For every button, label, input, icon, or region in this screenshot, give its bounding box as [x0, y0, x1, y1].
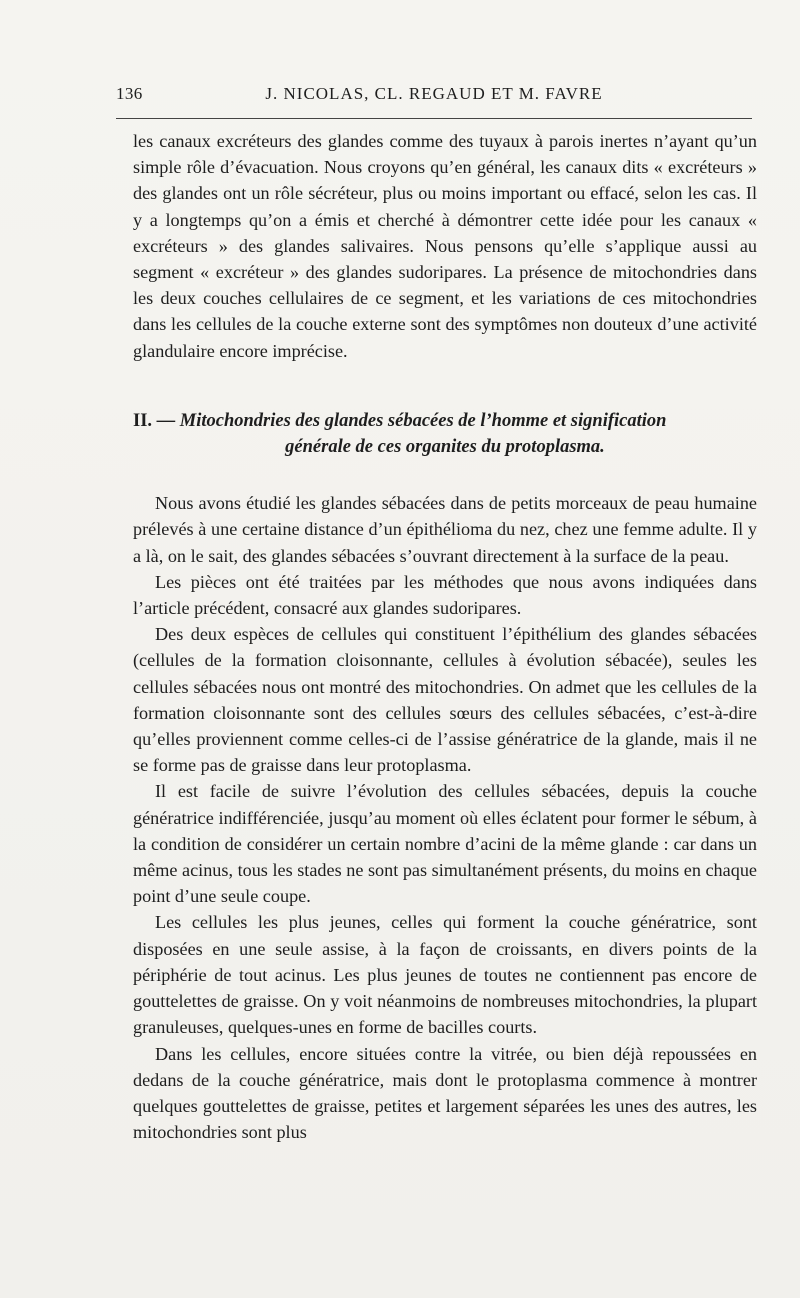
section-paragraph-6: Dans les cellules, encore situées contre la vitrée, ou bien déjà repoussées en dedans de la couche génératrice, mais dont le protoplasma commence à montrer quelques gouttelettes de graisse, petites et largement séparées les unes des autres, les mitochondries sont plus	[133, 1043, 757, 1143]
header-rule	[116, 118, 752, 119]
section-paragraph-4: Il est facile de suivre l’évolution des cellules sébacées, depuis la couche génératrice indifférenciée, jusqu’au moment où elles éclatent pour former le sébum, à la condition de considérer un certain nombre d’acini de la même glande : car dans un même acinus, tous les stades ne sont pas simultanément présents, du moins en chaque point d’une seule coupe.	[133, 781, 757, 907]
section-title-line-1: Mitochondries des glandes sébacées de l’homme et signification	[179, 410, 667, 431]
continuation-paragraph: les canaux excréteurs des glandes comme des tuyaux à parois inertes n’ayant qu’un simple rôle d’évacuation. Nous croyons qu’en général, les canaux dits « excréteurs » des glandes ont un rôle sécréteur, plus ou moins important ou effacé, selon les cas. Il y a longtemps qu’on a émis et cherché à démontrer cette idée pour les canaux « excréteurs » des glandes salivaires. Nous pensons qu’elle s’applique aussi au segment « excréteur » des glandes sudoripares. La présence de mitochondries dans les deux couches cellulaires de ce segment, et les variations de ces mitochondries dans les cellules de la couche externe sont des symptômes non douteux d’une activité glandulaire encore imprécise.	[133, 131, 757, 361]
page-number: 136	[116, 84, 143, 103]
section-heading	[133, 408, 757, 460]
section-paragraph-2: Les pièces ont été traitées par les méthodes que nous avons indiquées dans l’article précédent, consacré aux glandes sudoripares.	[133, 571, 757, 619]
section-paragraph-3: Des deux espèces de cellules qui constituent l’épithélium des glandes sébacées (cellules de la formation cloisonnante, cellules à évolution sébacée), seules les cellules sébacées nous ont montré des mitochondries. On admet que les cellules de la formation cloisonnante sont des cellules sœurs des cellules sébacées, c’est-à-dire qu’elles proviennent comme celles-ci de l’assise génératrice de la glande, mais il ne se forme pas de graisse dans leur protoplasma.	[133, 624, 757, 776]
section-paragraph-5: Les cellules les plus jeunes, celles qui forment la couche génératrice, sont disposées en une seule assise, à la façon de croissants, en divers points de la périphérie de tout acinus. Les plus jeunes de toutes ne contiennent pas encore de gouttelettes de graisse. On y voit néanmoins de nombreuses mitochondries, la plupart granuleuses, quelques-unes en forme de bacilles courts.	[133, 912, 757, 1038]
running-head: J. NICOLAS, CL. REGAUD ET M. FAVRE	[265, 84, 603, 103]
section-dash: —	[156, 410, 176, 431]
page-body	[133, 128, 757, 1145]
section-number: II.	[133, 410, 153, 431]
section-gap	[133, 364, 757, 408]
section-paragraph-1: Nous avons étudié les glandes sébacées dans de petits morceaux de peau humaine prélevés à une certaine distance d’un épithélioma du nez, chez une femme adulte. Il y a là, on le sait, des glandes sébacées s’ouvrant directement à la surface de la peau.	[133, 493, 757, 566]
page-header	[116, 84, 752, 112]
section-title-line-2: générale de ces organites du protoplasma.	[285, 437, 605, 458]
